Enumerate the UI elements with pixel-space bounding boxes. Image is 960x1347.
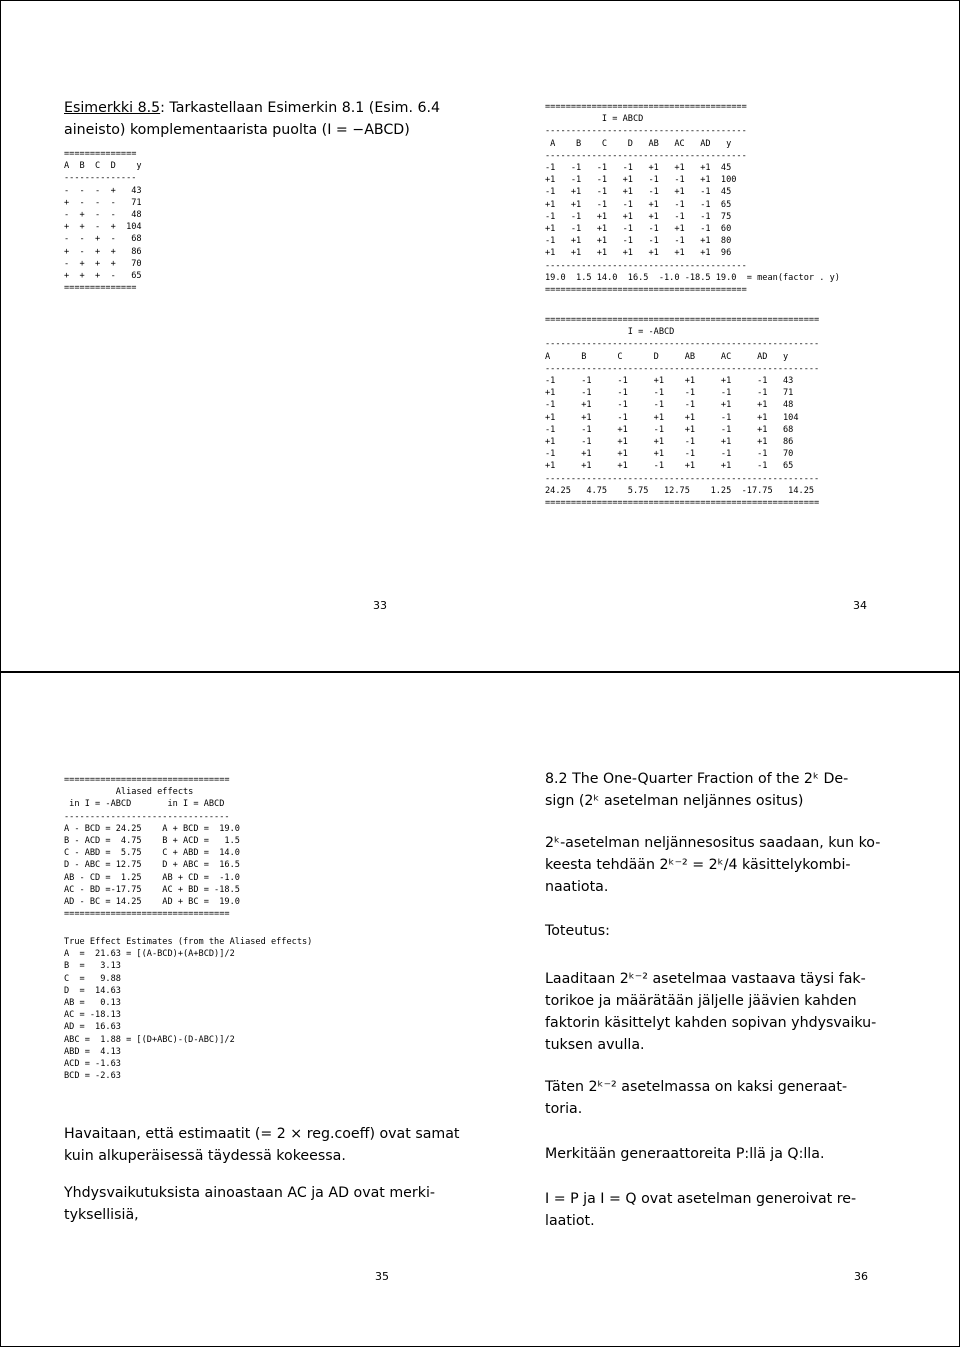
- page-number-33: 33: [373, 599, 387, 612]
- paragraph-observation: [64, 1123, 460, 1167]
- paragraph-line: keesta tehdään 2ᵏ⁻² = 2ᵏ/4 käsittelykombi-: [545, 857, 851, 873]
- paragraph-line: tyksellisiä,: [64, 1207, 139, 1223]
- paragraph-toteutus: Toteutus:: [545, 923, 610, 939]
- paragraph-line: 2ᵏ-asetelman neljännesositus saadaan, kun ko-: [545, 835, 881, 851]
- paragraph-line: faktorin käsittelyt kahden sopivan yhdysvaiku-: [545, 1015, 877, 1031]
- page-number-34: 34: [853, 599, 867, 612]
- paragraph-line: tuksen avulla.: [545, 1037, 645, 1053]
- heading-line: sign (2ᵏ asetelman neljännes ositus): [545, 793, 804, 809]
- paragraph-generators: [545, 1076, 847, 1120]
- paragraph-line: toria.: [545, 1101, 583, 1117]
- paragraph-line: torikoe ja määrätään jäljelle jäävien kahden: [545, 993, 857, 1009]
- paragraph-laaditaan: [545, 968, 876, 1056]
- example-title: [64, 97, 440, 141]
- paragraph-line: Yhdysvaikutuksista ainoastaan AC ja AD ovat merki-: [64, 1185, 436, 1201]
- true-effect-estimates: True Effect Estimates (from the Aliased effects) A = 21.63 = [(A-BCD)+(A+BCD)]/2 B = 3.13 C = 9.88 D = 14.63 AB = 0.13 AC = -18.13 AD = 16.63 ABC = 1.88 = [(D+ABC)-(D-ABC)]/2 ABD = 4.13 ACD = -1.63 BCD = -2.63: [64, 937, 313, 1082]
- page-number-36: 36: [854, 1270, 868, 1283]
- paragraph-line: Havaitaan, että estimaatit (= 2 × reg.coeff) ovat samat: [64, 1126, 460, 1142]
- paragraph-notation: Merkitään generaattoreita P:llä ja Q:lla.: [545, 1146, 825, 1162]
- paragraph-line: naatiota.: [545, 879, 609, 895]
- section-heading: [545, 768, 848, 812]
- heading-line: 8.2 The One-Quarter Fraction of the 2ᵏ De-: [545, 771, 849, 787]
- example-title-line2: aineisto) komplementaarista puolta (I = −ABCD): [64, 122, 410, 138]
- paragraph-line: Laaditaan 2ᵏ⁻² asetelmaa vastaava täysi fak-: [545, 971, 866, 987]
- design-table-abcd: ======================================= I = ABCD --------------------------------------- A B C D AB AC AD y --------------------------------------- -1 -1 -1 -1 +1 +1 +1 45 +1 -1 -1 +1 -1 -1 +1 100 -1 +1 -1 +1 -1 +1 -1 45 +1 +1 -1 -1 +1 -1 -1 65 -1 -1 +1 +1 +1 -1 -1 75 +1 -1 +1 -1 -1 +1 -1 60 -1 +1 +1 -1 -1 -1 +1 80 +1 +1 +1 +1 +1 +1 +1 96 --------------------------------------- 19.0 1.5 14.0 16.5 -1.0 -18.5 19.0 = mean(factor . y) =======================================: [545, 102, 840, 296]
- paragraph-line: laatiot.: [545, 1213, 595, 1229]
- paragraph-line: kuin alkuperäisessä täydessä kokeessa.: [64, 1148, 346, 1164]
- sign-table: ============== A B C D y -------------- - - - + 43 + - - - 71 - + - - 48 + + - + 104 - - + - 68 + - + + 86 - + + + 70 + + + - 65 ==============: [64, 149, 142, 294]
- paragraph-line: I = P ja I = Q ovat asetelman generoivat re-: [545, 1191, 857, 1207]
- design-table-minus-abcd: ===================================================== I = -ABCD ----------------------------------------------------- A B C D AB AC AD y ----------------------------------------------------- -1 -1 -1 +1 +1 +1 -1 43 +1 -1 -1 -1 -1 -1 -1 71 -1 +1 -1 -1 -1 +1 +1 48 +1 +1 -1 +1 +1 -1 +1 104 -1 -1 +1 -1 +1 -1 +1 68 +1 -1 +1 +1 -1 +1 +1 86 -1 +1 +1 +1 -1 -1 -1 70 +1 +1 +1 -1 +1 +1 -1 65 ----------------------------------------------------- 24.25 4.75 5.75 12.75 1.25 -17.75 14.25 =====================================================: [545, 315, 820, 509]
- aliased-effects-table: ================================ Aliased effects in I = -ABCD in I = ABCD -------------------------------- A - BCD = 24.25 A + BCD = 19.0 B - ACD = 4.75 B + ACD = 1.5 C - ABD = 5.75 C + ABD = 14.0 D - ABC = 12.75 D + ABC = 16.5 AB - CD = 1.25 AB + CD = -1.0 AC - BD =-17.75 AC + BD = -18.5 AD - BC = 14.25 AD + BC = 19.0 ================================: [64, 775, 240, 920]
- example-link[interactable]: Esimerkki 8.5: [64, 100, 161, 116]
- page-number-35: 35: [375, 1270, 389, 1283]
- example-title-text: : Tarkastellaan Esimerkin 8.1 (Esim. 6.4: [160, 100, 441, 116]
- paragraph-line: Täten 2ᵏ⁻² asetelmassa on kaksi generaat-: [545, 1079, 848, 1095]
- paragraph-interactions: [64, 1182, 435, 1226]
- paragraph-relations: [545, 1188, 856, 1232]
- paragraph-quarter: [545, 832, 880, 898]
